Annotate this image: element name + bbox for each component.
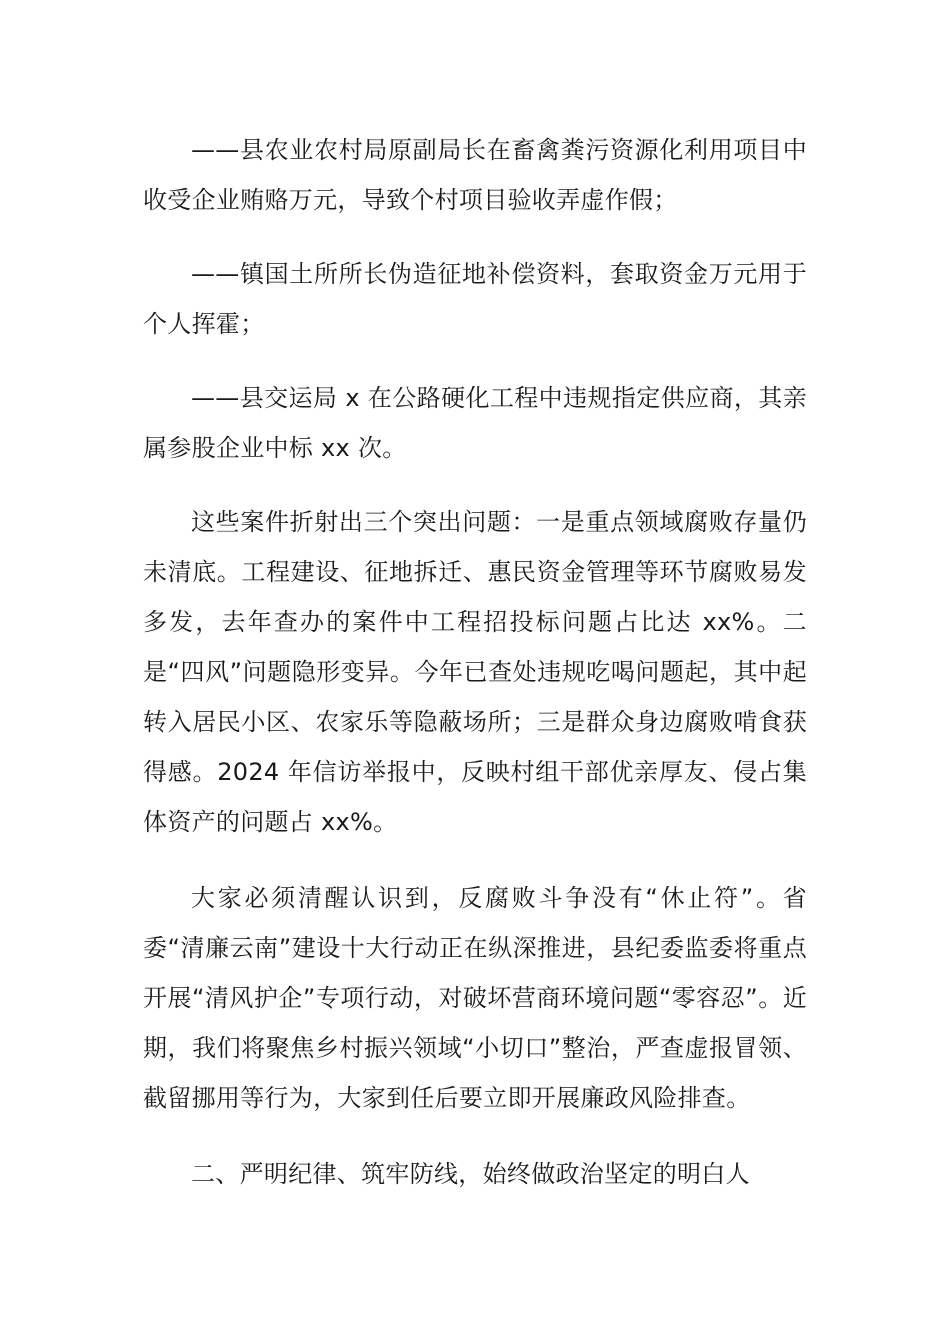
paragraph-gap — [143, 349, 807, 373]
case-item-land-office: ——镇国土所所长伪造征地补偿资料，套取资金万元用于个人挥霍； — [143, 260, 807, 338]
awareness-paragraph: 大家必须清醒认识到，反腐败斗争没有“休止符”。省委“清廉云南”建设十大行动正在纵深推进，县纪委监委将重点开展“清风护企”专项行动，对破坏营商环境问题“零容忍”。近期，我们将聚焦乡村振兴领域“小切口”整治，严查虚报冒领、截留挪用等行为，大家到任后要立即开展廉政风险排查。 — [143, 884, 807, 1112]
paragraph-gap — [143, 225, 807, 249]
case-item-transport: ——县交运局 x 在公路硬化工程中违规指定供应商，其亲属参股企业中标 xx 次。 — [143, 384, 807, 462]
document-body — [143, 125, 807, 1199]
section-heading: 二、严明纪律、筑牢防线，始终做政治坚定的明白人 — [191, 1160, 750, 1188]
paragraph-gap — [143, 473, 807, 497]
problems-paragraph: 这些案件折射出三个突出问题：一是重点领域腐败存量仍未清底。工程建设、征地拆迁、惠民资金管理等环节腐败易发多发，去年查办的案件中工程招投标问题占比达 xx%。二是“四风”问题隐形变异。今年已查处违规吃喝问题起，其中起转入居民小区、农家乐等隐蔽场所；三是群众身边腐败啃食获得感。2024 年信访举报中，反映村组干部优亲厚友、侵占集体资产的问题占 xx%。 — [143, 508, 807, 836]
paragraph-gap — [143, 847, 807, 873]
case-item-agriculture: ——县农业农村局原副局长在畜禽粪污资源化利用项目中收受企业贿赂万元，导致个村项目验收弄虚作假； — [143, 136, 807, 214]
paragraph-gap — [143, 1123, 807, 1149]
